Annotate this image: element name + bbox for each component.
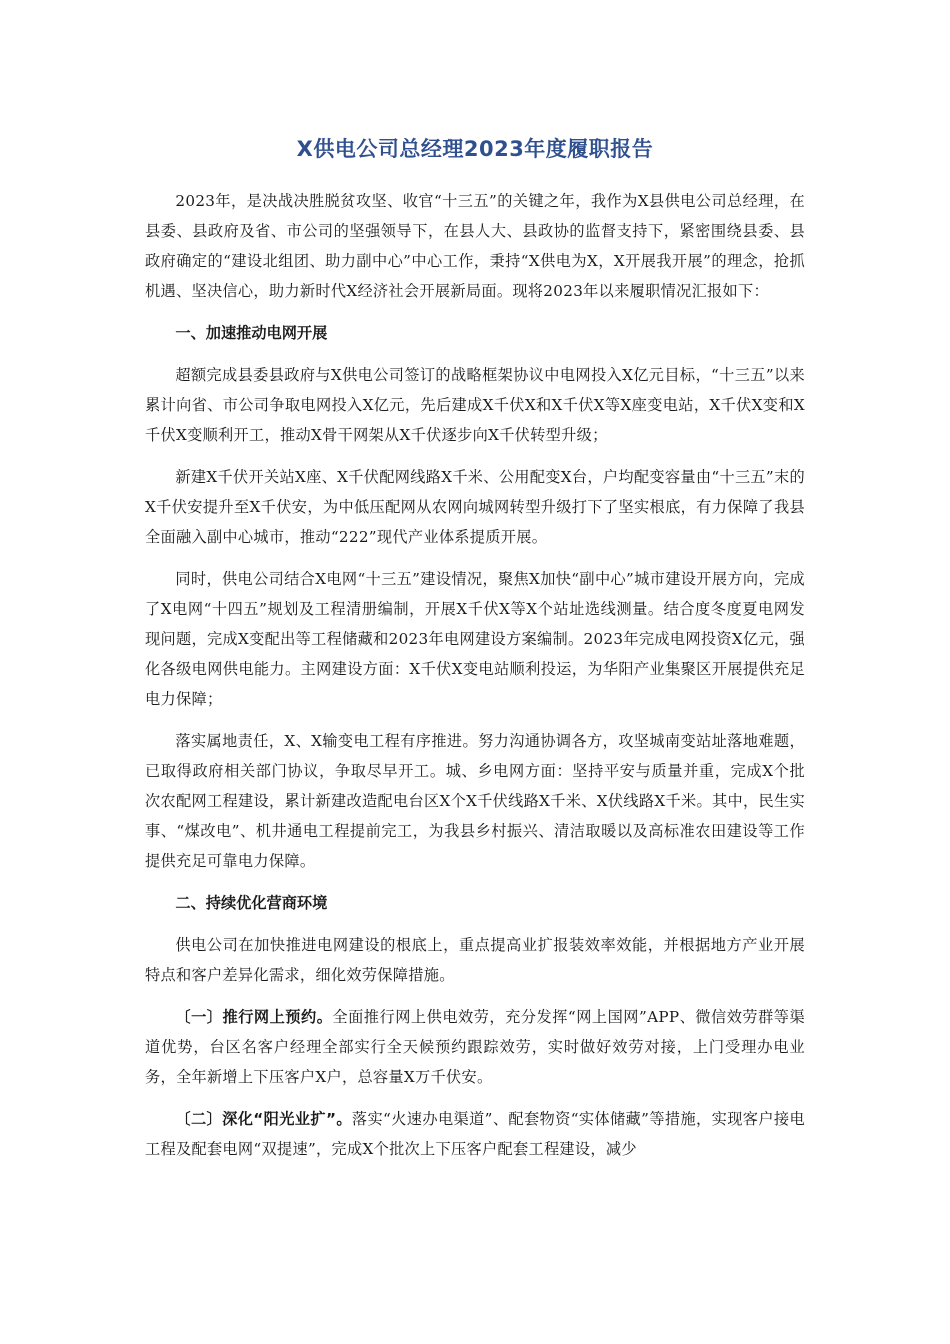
subsection-lead: 〔二〕深化“阳光业扩”。 bbox=[175, 1110, 352, 1128]
subsection-lead: 〔一〕推行网上预约。 bbox=[175, 1008, 333, 1026]
subsection-paragraph bbox=[145, 1104, 805, 1164]
subsection-text: 全面推行网上供电效劳，充分发挥“网上国网”APP、微信效劳群等渠道优势，台区名客户经理全部实行全天候预约跟踪效劳，实时做好效劳对接，上门受理办电业务，全年新增上下压客户X户，总容量X万千伏安。 bbox=[145, 1008, 805, 1086]
section-heading-1: 一、加速推动电网开展 bbox=[175, 324, 328, 342]
body-paragraph: 超额完成县委县政府与X供电公司签订的战略框架协议中电网投入X亿元目标，“十三五”以来累计向省、市公司争取电网投入X亿元，先后建成X千伏X和X千伏X等X座变电站，X千伏X变和X千伏X变顺利开工，推动X骨干网架从X千伏逐步向X千伏转型升级； bbox=[145, 366, 805, 444]
body-paragraph: 供电公司在加快推进电网建设的根底上，重点提高业扩报装效率效能，并根据地方产业开展特点和客户差异化需求，细化效劳保障措施。 bbox=[145, 936, 805, 984]
body-paragraph: 同时，供电公司结合X电网“十三五”建设情况，聚焦X加快“副中心”城市建设开展方向，完成了X电网“十四五”规划及工程清册编制，开展X千伏X等X个站址选线测量。结合度冬度夏电网发现问题，完成X变配出等工程储藏和2023年电网建设方案编制。2023年完成电网投资X亿元，强化各级电网供电能力。主网建设方面：X千伏X变电站顺利投运，为华阳产业集聚区开展提供充足电力保障； bbox=[145, 570, 805, 708]
section-heading-2: 二、持续优化营商环境 bbox=[175, 894, 328, 912]
document-page bbox=[145, 132, 805, 1176]
page-title: X供电公司总经理2023年度履职报告 bbox=[296, 137, 654, 161]
subsection-paragraph bbox=[145, 1002, 805, 1092]
intro-paragraph: 2023年，是决战决胜脱贫攻坚、收官“十三五”的关键之年，我作为X县供电公司总经理，在县委、县政府及省、市公司的坚强领导下，在县人大、县政协的监督支持下，紧密围绕县委、县政府确定的“建设北组团、助力副中心”中心工作，秉持“X供电为X，X开展我开展”的理念，抢抓机遇、坚决信心，助力新时代X经济社会开展新局面。现将2023年以来履职情况汇报如下： bbox=[145, 192, 805, 300]
body-paragraph: 落实属地责任，X、X输变电工程有序推进。努力沟通协调各方，攻坚城南变站址落地难题，已取得政府相关部门协议，争取尽早开工。城、乡电网方面：坚持平安与质量并重，完成X个批次农配网工程建设，累计新建改造配电台区X个X千伏线路X千米、X伏线路X千米。其中，民生实事、“煤改电”、机井通电工程提前完工，为我县乡村振兴、清洁取暖以及高标准农田建设等工作提供充足可靠电力保障。 bbox=[145, 732, 805, 870]
subsection-text: 落实“火速办电渠道”、配套物资“实体储藏”等措施，实现客户接电工程及配套电网“双提速”，完成X个批次上下压客户配套工程建设，减少 bbox=[145, 1110, 805, 1158]
body-paragraph: 新建X千伏开关站X座、X千伏配网线路X千米、公用配变X台，户均配变容量由“十三五”末的X千伏安提升至X千伏安，为中低压配网从农网向城网转型升级打下了坚实根底，有力保障了我县全面融入副中心城市，推动“222”现代产业体系提质开展。 bbox=[145, 468, 805, 546]
